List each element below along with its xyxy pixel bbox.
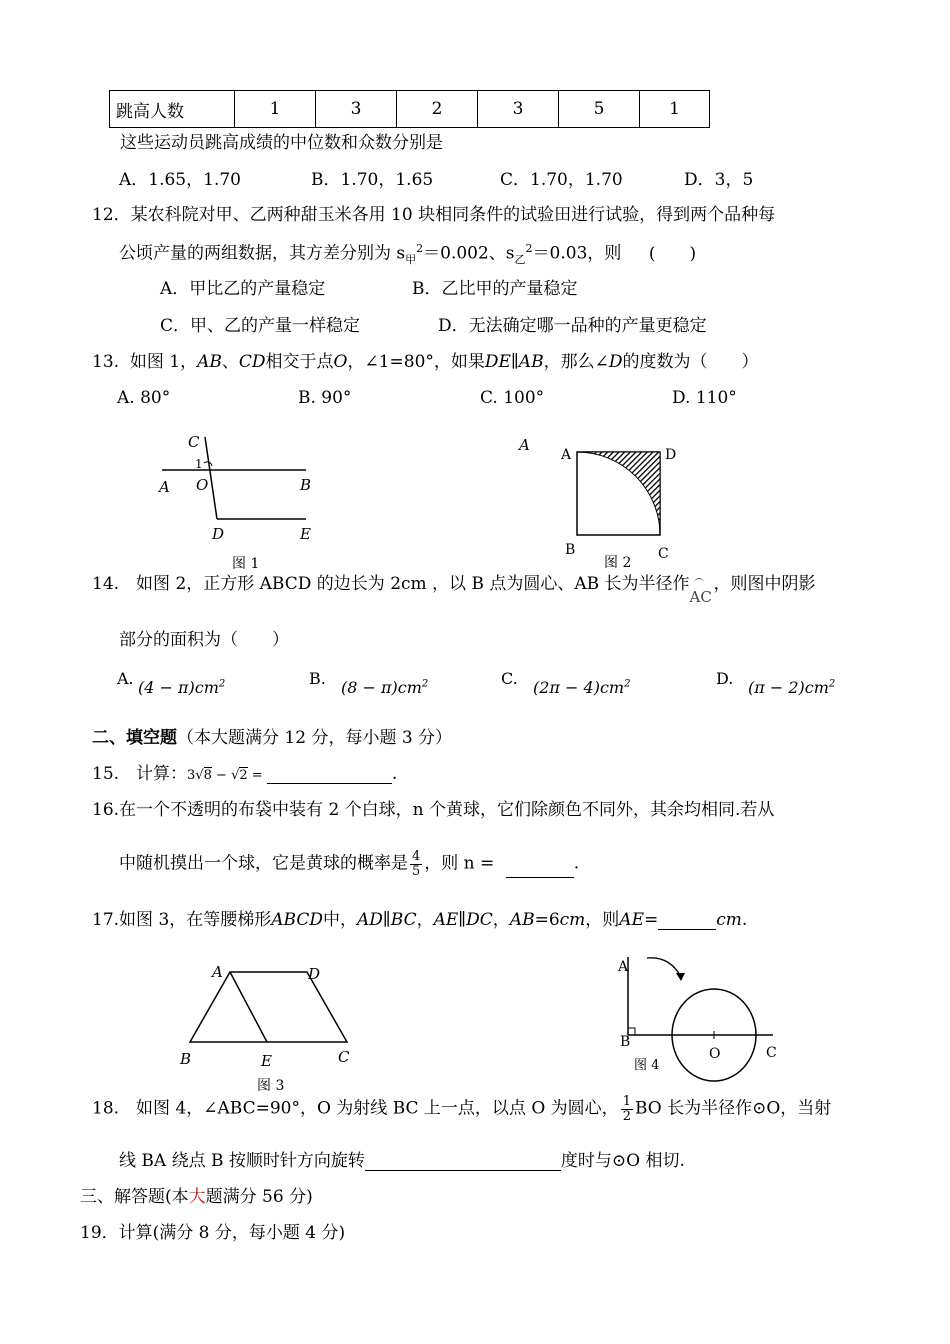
q17-var: AE — [433, 910, 459, 930]
q15-coef: 3 — [187, 768, 196, 783]
q15 — [92, 764, 397, 784]
table-row-label: 跳高人数 — [110, 91, 235, 128]
q13-text: ∥ — [510, 352, 519, 372]
q18-answer-blank[interactable] — [365, 1156, 561, 1171]
q12-sup: 2 — [416, 242, 424, 255]
q18-text: BO 长为半径作⊙O，当射 — [634, 1098, 832, 1119]
q17-unit: cm — [559, 910, 586, 930]
q17-var: AB — [509, 910, 535, 930]
q17-text: ∥ — [458, 910, 467, 930]
q11-stem: 这些运动员跳高成绩的中位数和众数分别是 — [120, 133, 443, 153]
fig1-label-a: A — [159, 478, 170, 496]
q13-stem — [92, 352, 758, 372]
q15-eq: = — [247, 768, 267, 783]
q17-var: ABCD — [271, 910, 323, 930]
fig4-caption: 图 4 — [634, 1058, 660, 1073]
table-row — [110, 91, 710, 128]
fig2-label-c: C — [658, 546, 669, 562]
fig4-label-c: C — [766, 1045, 777, 1061]
q14-option-a-label: A. — [117, 669, 134, 688]
fig2-label-b: B — [565, 542, 576, 558]
fig1-label-c: C — [188, 433, 200, 451]
fig1-label-b: B — [300, 476, 312, 494]
fig3-label-b: B — [180, 1050, 192, 1068]
q17-text: ∥ — [382, 910, 391, 930]
fig1-label-o: O — [196, 476, 209, 494]
q18-fraction — [621, 1095, 633, 1123]
section-title: 二、填空题 — [92, 728, 177, 748]
q13-option-c: C. 100° — [480, 388, 545, 408]
q16-end: . — [573, 853, 580, 874]
fig3-label-e: E — [261, 1052, 272, 1070]
fig4-arrow-head-icon — [676, 973, 685, 981]
q18-text: 18. 如图 4，∠ABC=90°，O 为射线 BC 上一点，以点 O 为圆心， — [92, 1098, 619, 1119]
q13-text: 如图 1， — [129, 352, 198, 372]
q13-text: ，∠1=80°，如果 — [347, 352, 485, 372]
section-text-red: 大 — [188, 1187, 206, 1207]
fig3-caption: 图 3 — [257, 1078, 285, 1094]
q12-text: ＝0.002、s — [423, 243, 515, 264]
fig3-label-a: A — [212, 963, 223, 981]
q14-option-d-label: D. — [716, 669, 734, 688]
q14-sup: 2 — [828, 678, 836, 690]
q11-option-a: A．1.65，1.70 — [119, 170, 241, 190]
q15-radicand: 8 — [203, 768, 212, 783]
frac-num: 1 — [622, 1094, 631, 1109]
q14-expr: (4 − π)cm — [138, 678, 219, 697]
q14-line2: 部分的面积为（ ） — [119, 630, 289, 650]
fig1-label-e: E — [300, 525, 311, 543]
q17-unit: cm — [716, 910, 742, 930]
fig1-label-d: D — [212, 525, 225, 543]
q17-text: = — [643, 910, 659, 930]
fig1-label-1: 1 — [195, 457, 203, 471]
q12-option-c: C．甲、乙的产量一样稳定 — [160, 316, 361, 336]
q12-option-b: B．乙比甲的产量稳定 — [412, 279, 578, 299]
q14-option-d — [748, 678, 835, 697]
q16-text: ，则 n = — [424, 853, 495, 874]
frac-den: 5 — [412, 863, 421, 879]
q17-var: AD — [357, 910, 383, 930]
q14-option-a — [138, 678, 225, 697]
figure-3 — [175, 960, 375, 1095]
fig3-trapezoid — [190, 972, 347, 1042]
q15-radicand: 2 — [239, 768, 248, 783]
q15-text: 15. 计算： — [92, 764, 188, 784]
answer-paren: ( ) — [648, 243, 697, 264]
q12-text: 公顷产量的两组数据，其方差分别为 s — [119, 243, 406, 264]
table-cell: 2 — [397, 91, 478, 128]
table-cell: 1 — [235, 91, 316, 128]
fig1-caption: 图 1 — [232, 556, 260, 572]
q18-text: 度时与⊙O 相切. — [560, 1151, 685, 1171]
height-table — [109, 90, 710, 128]
q13-text: 相交于点 — [265, 352, 334, 372]
q14-sup: 2 — [624, 678, 631, 690]
q18-line2 — [119, 1151, 685, 1171]
q14-line1 — [92, 574, 816, 606]
arc-label: AC — [689, 588, 712, 606]
q15-end: . — [391, 764, 398, 784]
q11-option-d: D．3，5 — [684, 170, 754, 190]
figure-4 — [615, 950, 795, 1090]
q14-expr: (2π − 4)cm — [533, 678, 625, 697]
q13-text: 、 — [221, 352, 239, 372]
q13-var: AB — [197, 352, 222, 372]
q14-option-c-label: C. — [501, 669, 518, 688]
fig4-label-a: A — [618, 959, 629, 975]
q11-option-b: B．1.70，1.65 — [311, 170, 434, 190]
q17-var: DC — [466, 910, 493, 930]
q17-text: =6 — [534, 910, 560, 930]
fig2-label-d: D — [665, 447, 677, 463]
q16-fraction — [410, 850, 422, 878]
q17 — [92, 910, 747, 930]
arc-notation — [689, 574, 714, 606]
section-2-heading — [92, 728, 452, 748]
q17-text: ，则 — [585, 910, 620, 930]
q15-answer-blank[interactable] — [267, 769, 392, 784]
figure-1 — [150, 425, 350, 575]
q17-text: ， — [416, 910, 434, 930]
section-text: 题满分 56 分) — [205, 1187, 313, 1207]
table-cell: 1 — [640, 91, 710, 128]
q17-answer-blank[interactable] — [658, 915, 716, 930]
q15-op: − — [211, 768, 232, 783]
q13-var: O — [333, 352, 348, 372]
q17-var: AE — [619, 910, 644, 930]
q18-line1 — [92, 1095, 831, 1123]
q17-text: 中， — [323, 910, 357, 930]
q13-var: CD — [238, 352, 266, 372]
q17-text: ， — [492, 910, 510, 930]
fig3-label-d: D — [308, 965, 321, 983]
q12-sub: 乙 — [514, 253, 526, 267]
table-cell: 3 — [316, 91, 397, 128]
q13-text: ，那么∠ — [543, 352, 609, 372]
q14-expr: (π − 2)cm — [748, 678, 829, 697]
q15-expr: 3√8 − √2 = — [187, 768, 267, 783]
q13-option-b: B. 90° — [298, 388, 352, 408]
q13-text: 的度数为（ ） — [622, 352, 759, 372]
q16-line2 — [119, 850, 579, 878]
q13-var: D — [608, 352, 623, 372]
q12-sup: 2 — [525, 242, 533, 255]
fig3-segment-ae — [230, 972, 267, 1042]
q12-sub: 甲 — [405, 253, 417, 267]
q16-text: 中随机摸出一个球，它是黄球的概率是 — [119, 853, 408, 874]
fig2-label-a-outer: A — [519, 436, 530, 454]
q12-line2 — [119, 242, 696, 266]
q14-sup: 2 — [218, 678, 226, 690]
fig4-label-b: B — [620, 1034, 631, 1050]
q12-option-a: A．甲比乙的产量稳定 — [160, 279, 326, 299]
q16-answer-blank[interactable] — [506, 863, 574, 878]
q16-line1: 16.在一个不透明的布袋中装有 2 个白球，n 个黄球，它们除颜色不同外，其余均相同.若从 — [92, 800, 775, 820]
q19-heading: 19．计算(满分 8 分，每小题 4 分) — [80, 1223, 346, 1243]
fig4-label-o: O — [709, 1046, 721, 1062]
fig2-caption: 图 2 — [604, 555, 632, 571]
section-3-heading — [80, 1187, 313, 1207]
fig3-label-c: C — [338, 1048, 350, 1066]
q14-option-b-label: B. — [309, 669, 326, 688]
q13-option-d: D. 110° — [672, 388, 737, 408]
q14-text: ，则图中阴影 — [713, 574, 816, 594]
table-cell: 3 — [478, 91, 559, 128]
q17-var: BC — [390, 910, 417, 930]
q14-text: 14. 如图 2，正方形 ABCD 的边长为 2cm ，以 B 点为圆心、AB 长为半径作 — [92, 574, 690, 594]
q13-num: 13. — [92, 352, 120, 372]
q13-var: AB — [518, 352, 544, 372]
q13-option-a: A. 80° — [117, 388, 171, 408]
section-note: （本大题满分 12 分，每小题 3 分） — [177, 728, 453, 748]
q12-line1: 12．某农科院对甲、乙两种甜玉米各用 10 块相同条件的试验田进行试验，得到两个品种每 — [92, 205, 776, 225]
q14-option-c — [533, 678, 630, 697]
arc-icon — [694, 578, 704, 584]
figure-2 — [510, 430, 690, 570]
fig2-shaded-region — [577, 452, 660, 535]
q12-option-d: D．无法确定哪一品种的产量更稳定 — [438, 316, 707, 336]
frac-num: 4 — [412, 849, 421, 864]
section-text: 三、解答题(本 — [80, 1187, 189, 1207]
fig2-label-a: A — [561, 447, 572, 463]
q17-end: . — [741, 910, 748, 930]
q14-option-b — [341, 678, 428, 697]
q12-text: ＝0.03，则 — [532, 243, 622, 264]
q13-var: DE — [484, 352, 511, 372]
q17-text: 17.如图 3，在等腰梯形 — [92, 910, 272, 930]
q14-sup: 2 — [421, 678, 429, 690]
q14-expr: (8 − π)cm — [341, 678, 422, 697]
frac-den: 2 — [622, 1108, 631, 1124]
q18-text: 线 BA 绕点 B 按顺时针方向旋转 — [119, 1151, 365, 1171]
fig4-rotation-arrow — [647, 958, 681, 977]
table-cell: 5 — [559, 91, 640, 128]
q11-option-c: C．1.70，1.70 — [500, 170, 623, 190]
